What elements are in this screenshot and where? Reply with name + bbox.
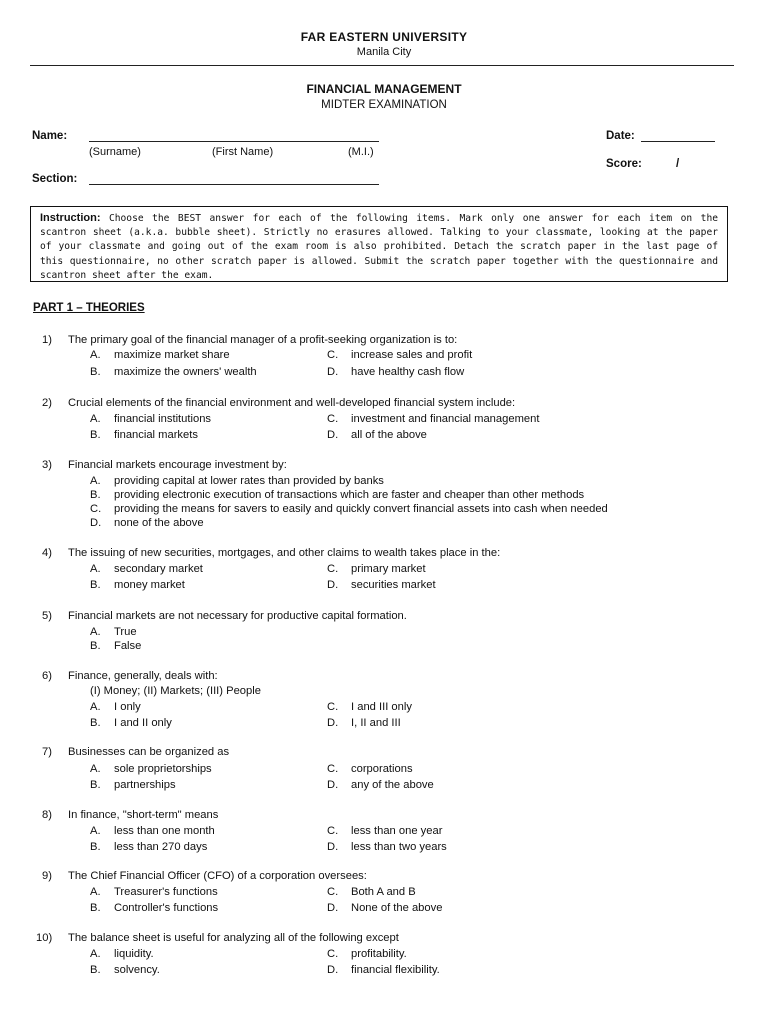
option-a	[90, 626, 137, 638]
option-text: I, II and III	[351, 717, 401, 729]
question-stem: Financial markets encourage investment by:	[68, 459, 287, 471]
option-text: securities market	[351, 579, 436, 591]
option-b	[90, 841, 207, 853]
option-d	[327, 902, 442, 914]
option-c	[327, 763, 413, 775]
instruction-text: Choose the BEST answer for each of the following items. Mark only one answer for each item on the scantron sheet (a.k.a. bubble sheet). Strictly no erasures allowed. Talking to your classmate, looking at the paper of your classmate and going out of the exam room is also prohibited. Detach the scratch paper in the last page of this questionnaire, no other scratch paper is allowed. Submit the scratch paper together with the questionnaire and scantron sheet after the exam.	[40, 213, 718, 281]
question-number: 1)	[42, 334, 52, 346]
mi-caption: (M.I.)	[348, 146, 374, 158]
option-letter: B.	[90, 429, 101, 441]
option-c	[327, 349, 472, 361]
option-b	[90, 366, 257, 378]
section-field[interactable]	[89, 172, 379, 185]
option-letter: D.	[327, 366, 339, 378]
option-text: less than one year	[351, 825, 443, 837]
option-text: less than one month	[114, 825, 215, 837]
option-text: sole proprietorships	[114, 763, 212, 775]
option-d	[90, 517, 204, 529]
option-letter: A.	[90, 825, 101, 837]
option-letter: B.	[90, 579, 101, 591]
option-d	[327, 964, 440, 976]
option-text: maximize market share	[114, 349, 230, 361]
option-letter: A.	[90, 763, 101, 775]
question-stem: The balance sheet is useful for analyzing all of the following except	[68, 932, 399, 944]
option-letter: A.	[90, 563, 101, 575]
option-letter: B.	[90, 717, 101, 729]
question-stem: Crucial elements of the financial environment and well-developed financial system include:	[68, 397, 516, 409]
option-text: Controller's functions	[114, 902, 219, 914]
question-number: 5)	[42, 610, 52, 622]
score-slash: /	[676, 158, 680, 170]
option-letter: B.	[90, 640, 101, 652]
option-b	[90, 717, 172, 729]
question-number: 4)	[42, 547, 52, 559]
surname-caption: (Surname)	[89, 146, 141, 158]
option-letter: C.	[327, 948, 339, 960]
option-text: solvency.	[114, 964, 160, 976]
question-number: 8)	[42, 809, 52, 821]
option-b	[90, 640, 141, 652]
option-b	[90, 779, 176, 791]
option-letter: B.	[90, 366, 101, 378]
option-d	[327, 841, 447, 853]
part-title: PART 1 – THEORIES	[33, 302, 145, 314]
option-letter: C.	[327, 413, 339, 425]
question-number: 6)	[42, 670, 52, 682]
question-number: 10)	[36, 932, 53, 944]
option-c	[327, 825, 442, 837]
instruction-box	[30, 206, 728, 282]
question-stem: The primary goal of the financial manager of a profit-seeking organization is to:	[68, 334, 458, 346]
option-text: providing capital at lower rates than provided by banks	[114, 475, 384, 487]
option-letter: C.	[327, 825, 339, 837]
option-letter: A.	[90, 886, 101, 898]
option-letter: D.	[327, 717, 339, 729]
option-text: increase sales and profit	[351, 349, 473, 361]
option-d	[327, 366, 464, 378]
option-text: Both A and B	[351, 886, 416, 898]
option-b	[90, 902, 218, 914]
university-name: FAR EASTERN UNIVERSITY	[300, 30, 468, 44]
option-text: None of the above	[351, 902, 443, 914]
option-letter: A.	[90, 413, 101, 425]
option-text: I and II only	[114, 717, 172, 729]
option-text: False	[114, 640, 142, 652]
option-letter: D.	[327, 579, 339, 591]
option-letter: D.	[90, 517, 102, 529]
option-letter: C.	[327, 701, 339, 713]
option-b	[90, 964, 160, 976]
option-a	[90, 763, 212, 775]
question-stem: The Chief Financial Officer (CFO) of a corporation oversees:	[68, 870, 367, 882]
option-letter: D.	[327, 902, 339, 914]
option-text: money market	[114, 579, 185, 591]
option-d	[327, 717, 401, 729]
option-a	[90, 825, 215, 837]
question-number: 3)	[42, 459, 52, 471]
option-c	[327, 413, 539, 425]
option-text: all of the above	[351, 429, 427, 441]
option-letter: A.	[90, 475, 101, 487]
option-letter: B.	[90, 779, 101, 791]
instruction-label: Instruction:	[40, 212, 101, 224]
option-letter: A.	[90, 948, 101, 960]
exam-title: MIDTER EXAMINATION	[321, 99, 447, 111]
option-d	[327, 579, 436, 591]
option-c	[90, 503, 608, 515]
option-text: Treasurer's functions	[114, 886, 218, 898]
option-text: have healthy cash flow	[351, 366, 465, 378]
option-text: any of the above	[351, 779, 434, 791]
university-city: Manila City	[356, 46, 412, 58]
option-text: I only	[114, 701, 141, 713]
option-letter: D.	[327, 841, 339, 853]
option-text: financial flexibility.	[351, 964, 440, 976]
option-text: none of the above	[114, 517, 204, 529]
option-letter: B.	[90, 902, 101, 914]
option-d	[327, 779, 434, 791]
question-number: 7)	[42, 746, 52, 758]
option-letter: B.	[90, 964, 101, 976]
option-a	[90, 475, 384, 487]
option-letter: B.	[90, 489, 101, 501]
option-text: True	[114, 626, 137, 638]
option-text: less than 270 days	[114, 841, 208, 853]
date-label: Date:	[606, 130, 635, 142]
option-text: providing electronic execution of transactions which are faster and cheaper than other methods	[114, 489, 585, 501]
option-c	[327, 701, 412, 713]
name-label: Name:	[32, 130, 68, 142]
option-text: liquidity.	[114, 948, 154, 960]
option-letter: C.	[327, 563, 339, 575]
option-text: secondary market	[114, 563, 203, 575]
option-text: less than two years	[351, 841, 447, 853]
question-stem: Businesses can be organized as	[68, 746, 230, 758]
question-stem: In finance, "short-term" means	[68, 809, 219, 821]
option-a	[90, 948, 154, 960]
option-c	[327, 563, 426, 575]
option-text: I and III only	[351, 701, 412, 713]
name-field[interactable]	[89, 129, 379, 142]
option-text: corporations	[351, 763, 413, 775]
question-stem: Financial markets are not necessary for productive capital formation.	[68, 610, 407, 622]
option-letter: C.	[90, 503, 102, 515]
option-b	[90, 489, 584, 501]
option-a	[90, 349, 230, 361]
option-text: profitability.	[351, 948, 407, 960]
option-a	[90, 701, 141, 713]
option-letter: A.	[90, 349, 101, 361]
question-premises: (I) Money; (II) Markets; (III) People	[90, 685, 261, 697]
option-letter: D.	[327, 964, 339, 976]
option-d	[327, 429, 427, 441]
question-number: 9)	[42, 870, 52, 882]
option-b	[90, 429, 198, 441]
option-text: partnerships	[114, 779, 176, 791]
header	[0, 30, 768, 58]
option-text: financial institutions	[114, 413, 212, 425]
first-name-caption: (First Name)	[212, 146, 274, 158]
date-field[interactable]	[641, 129, 715, 142]
option-letter: B.	[90, 841, 101, 853]
option-letter: D.	[327, 779, 339, 791]
option-text: financial markets	[114, 429, 198, 441]
question-number: 2)	[42, 397, 52, 409]
option-a	[90, 413, 211, 425]
option-c	[327, 886, 416, 898]
course-title: FINANCIAL MANAGEMENT	[306, 82, 462, 96]
option-text: investment and financial management	[351, 413, 540, 425]
question-stem: The issuing of new securities, mortgages, and other claims to wealth takes place in the:	[68, 547, 501, 559]
option-b	[90, 579, 185, 591]
section-label: Section:	[32, 173, 78, 185]
option-letter: C.	[327, 763, 339, 775]
option-text: providing the means for savers to easily and quickly convert financial assets into cash when needed	[114, 503, 608, 515]
option-a	[90, 563, 203, 575]
option-text: maximize the owners' wealth	[114, 366, 257, 378]
option-a	[90, 886, 218, 898]
option-text: primary market	[351, 563, 426, 575]
course-heading	[0, 82, 768, 111]
option-letter: A.	[90, 701, 101, 713]
option-c	[327, 948, 407, 960]
option-letter: C.	[327, 349, 339, 361]
header-rule	[30, 65, 734, 66]
option-letter: D.	[327, 429, 339, 441]
score-label: Score:	[606, 158, 642, 170]
option-letter: A.	[90, 626, 101, 638]
question-stem: Finance, generally, deals with:	[68, 670, 218, 682]
option-letter: C.	[327, 886, 339, 898]
